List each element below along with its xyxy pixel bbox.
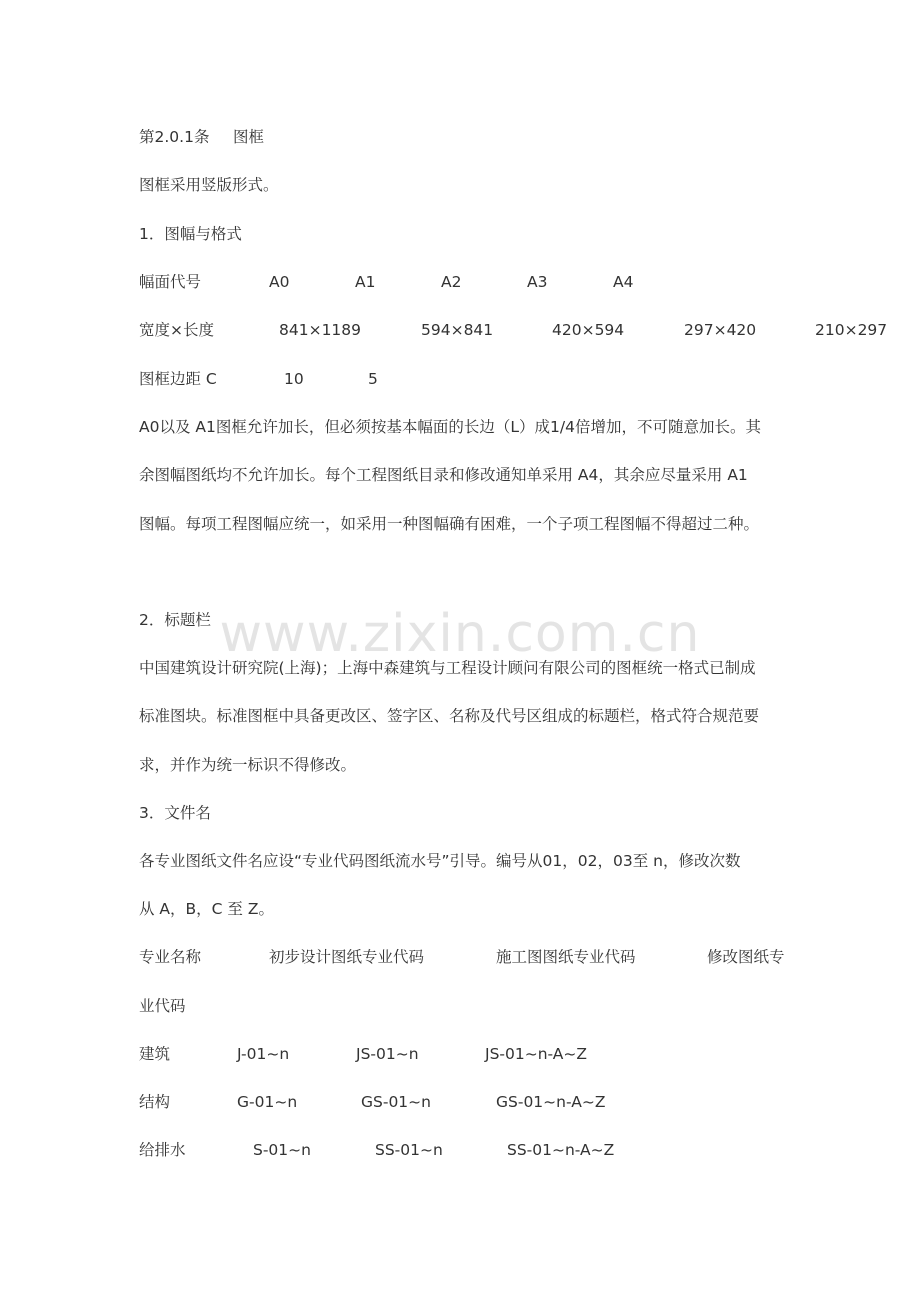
table-cell: 210×297: [815, 321, 888, 339]
document-body: [139, 0, 899, 1302]
table-cell: 297×420: [684, 321, 757, 339]
table-cell: 幅面代号: [139, 273, 202, 291]
section-title: 图框: [233, 128, 265, 146]
paragraph-line: 余图幅图纸均不允许加长。每个工程图纸目录和修改通知单采用 A4，其余应尽量采用 A1: [139, 466, 748, 484]
table-cell: 建筑: [139, 1045, 171, 1063]
item2-title: 2．标题栏: [139, 611, 211, 629]
table-header-cell: 专业名称: [139, 948, 202, 966]
table-cell: 10: [284, 370, 304, 388]
table-cell: JS-01~n-A~Z: [485, 1045, 587, 1063]
paragraph-line: 求，并作为统一标识不得修改。: [139, 756, 357, 774]
table-cell: 宽度×长度: [139, 321, 214, 339]
paragraph-line: 标准图块。标准图框中具备更改区、签字区、名称及代号区组成的标题栏，格式符合规范要: [139, 707, 760, 725]
table-cell: JS-01~n: [356, 1045, 419, 1063]
table-cell: A2: [441, 273, 462, 291]
table-cell: 图框边距 C: [139, 370, 217, 388]
table-cell: G-01~n: [237, 1093, 298, 1111]
table-cell: GS-01~n: [361, 1093, 431, 1111]
table-cell: 给排水: [139, 1141, 186, 1159]
table-cell: A0: [269, 273, 290, 291]
paragraph-line: 图幅。每项工程图幅应统一，如采用一种图幅确有困难，一个子项工程图幅不得超过二种。: [139, 515, 760, 533]
table-header-cell: 施工图图纸专业代码: [496, 948, 636, 966]
item3-title: 3．文件名: [139, 804, 211, 822]
table-header-cell: 修改图纸专: [707, 948, 785, 966]
table-cell: J-01~n: [237, 1045, 290, 1063]
table-cell: SS-01~n-A~Z: [507, 1141, 615, 1159]
table-cell: SS-01~n: [375, 1141, 443, 1159]
paragraph-line: 各专业图纸文件名应设“专业代码图纸流水号”引导。编号从01，02，03至 n，修改次数: [139, 852, 741, 870]
table-cell: A3: [527, 273, 548, 291]
table-header-cell: 初步设计图纸专业代码: [269, 948, 425, 966]
section-number: 第2.0.1条: [139, 128, 210, 146]
code-table-header-wrap: 业代码: [139, 997, 186, 1015]
table-cell: S-01~n: [253, 1141, 311, 1159]
table-cell: 841×1189: [279, 321, 362, 339]
watermark: www.zixin.com.cn: [219, 604, 701, 664]
table-cell: 结构: [139, 1093, 171, 1111]
table-cell: 5: [368, 370, 378, 388]
intro-text: 图框采用竖版形式。: [139, 176, 279, 194]
table-cell: 594×841: [421, 321, 494, 339]
table-cell: A1: [355, 273, 376, 291]
table-cell: A4: [613, 273, 634, 291]
paragraph-line: 从 A，B，C 至 Z。: [139, 900, 274, 918]
table-cell: GS-01~n-A~Z: [496, 1093, 606, 1111]
item1-title: 1．图幅与格式: [139, 225, 242, 243]
paragraph-line: 中国建筑设计研究院(上海)；上海中森建筑与工程设计顾问有限公司的图框统一格式已制成: [139, 659, 756, 677]
table-cell: 420×594: [552, 321, 625, 339]
paragraph-line: A0以及 A1图框允许加长，但必须按基本幅面的长边（L）成1/4倍增加，不可随意加长。其: [139, 418, 761, 436]
